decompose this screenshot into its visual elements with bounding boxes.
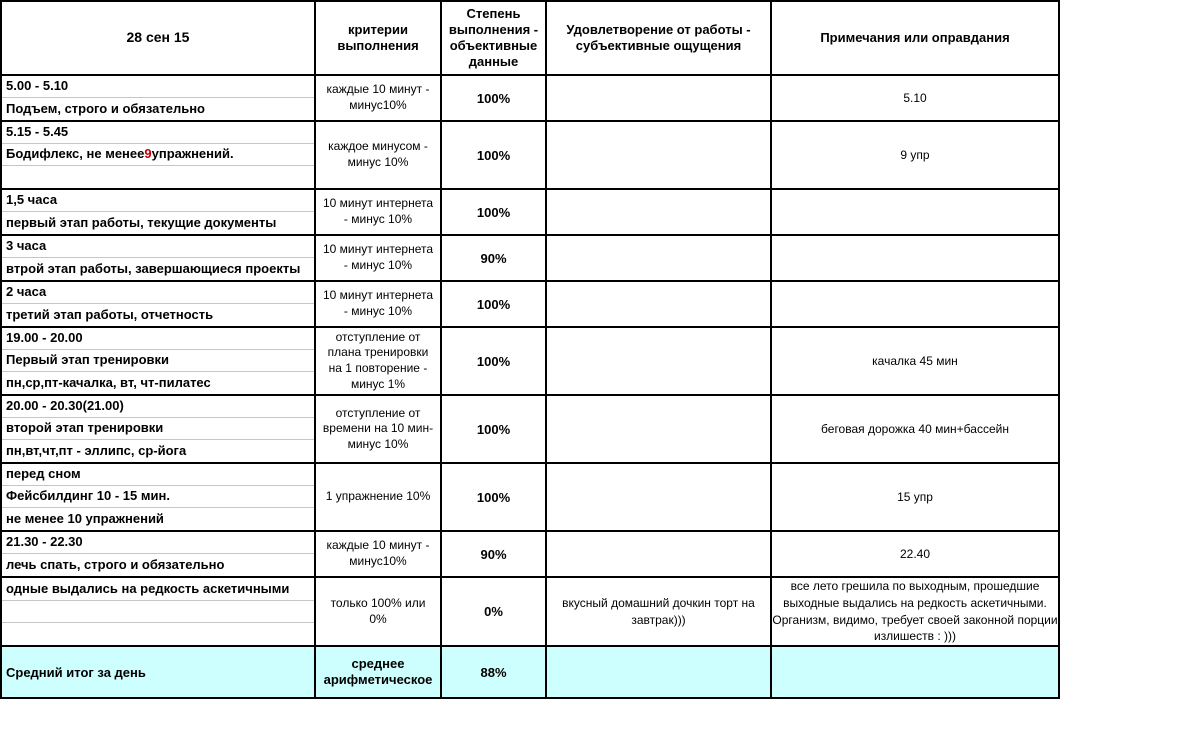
task-cell <box>1 281 315 327</box>
task-line: 5.15 - 5.45 <box>2 122 314 144</box>
table-body <box>1 75 1059 646</box>
note-cell: качалка 45 мин <box>771 327 1059 395</box>
criteria-line: - минус 10% <box>343 212 413 226</box>
header-degree-line2: выполнения - <box>448 21 539 37</box>
task-cell <box>1 395 315 463</box>
table-row <box>1 463 1059 531</box>
total-criteria-line1: среднее <box>351 655 405 671</box>
table-row <box>1 281 1059 327</box>
task-line: втрой этап работы, завершающиеся проекты <box>6 260 301 276</box>
task-line: второй этап тренировки <box>2 418 314 440</box>
subjective-cell <box>546 189 771 235</box>
header-degree-line1: Степень <box>466 5 521 21</box>
subjective-cell <box>546 463 771 531</box>
criteria-line: 0% <box>369 611 387 626</box>
header-degree-line4: данные <box>468 54 519 70</box>
note-cell: 22.40 <box>771 531 1059 577</box>
criteria-cell <box>315 327 441 395</box>
header-subjective <box>546 1 771 75</box>
header-subjective-line2: субъективные ощущения <box>575 38 742 53</box>
table-row <box>1 235 1059 281</box>
task-cell <box>1 189 315 235</box>
criteria-cell <box>315 189 441 235</box>
criteria-line: времени на 10 мин- <box>322 421 434 436</box>
criteria-cell <box>315 235 441 281</box>
criteria-line: отступление от <box>335 329 421 344</box>
criteria-line: отступление от <box>335 405 421 420</box>
header-notes <box>771 1 1059 75</box>
table-row <box>1 531 1059 577</box>
header-row <box>1 1 1059 75</box>
criteria-line: только 100% или <box>330 596 426 610</box>
degree-value: 100% <box>441 281 546 327</box>
degree-value: 100% <box>441 121 546 189</box>
note-cell: все лето грешила по выходным, прошедшие выходные выдались на редкость аскетичными. Организм, видимо, требует своей законной порции излишеств : ))) <box>771 577 1059 646</box>
table-row <box>1 577 1059 646</box>
total-row <box>1 646 1059 698</box>
criteria-line: на 1 повторение - <box>328 361 428 375</box>
subjective-cell: вкусный домашний дочкин торт на завтрак))) <box>546 577 771 646</box>
note-cell: 5.10 <box>771 75 1059 121</box>
criteria-line: 10 минут интернета <box>322 242 434 257</box>
total-label: Средний итог за день <box>1 646 315 698</box>
task-line: Первый этап тренировки <box>2 350 314 372</box>
subjective-cell <box>546 327 771 395</box>
total-subjective <box>546 646 771 698</box>
task-line: 21.30 - 22.30 <box>2 532 314 554</box>
task-line: 19.00 - 20.00 <box>2 328 314 350</box>
criteria-line: минус 1% <box>350 376 406 391</box>
task-line: 5.00 - 5.10 <box>2 76 314 98</box>
task-line <box>2 144 314 166</box>
degree-value: 90% <box>441 235 546 281</box>
degree-value: 100% <box>441 189 546 235</box>
note-cell <box>771 281 1059 327</box>
task-line: 20.00 - 20.30(21.00) <box>2 396 314 418</box>
total-degree-value: 88% <box>441 646 546 698</box>
task-line: третий этап работы, отчетность <box>6 306 214 322</box>
criteria-line: 10 минут интернета <box>322 196 434 211</box>
task-line-highlight: 9 <box>144 146 152 162</box>
task-cell <box>1 327 315 395</box>
criteria-line: минус 10% <box>347 155 409 169</box>
header-degree <box>441 1 546 75</box>
task-line: 3 часа <box>2 236 314 258</box>
criteria-line: 1 упражнение 10% <box>325 489 431 504</box>
table-row <box>1 75 1059 121</box>
note-cell: 15 упр <box>771 463 1059 531</box>
header-criteria-line2: выполнения <box>337 38 419 53</box>
header-criteria-line1: критерии <box>348 21 408 37</box>
criteria-line: - минус 10% <box>343 304 413 318</box>
table-footer <box>1 646 1059 698</box>
subjective-cell <box>546 281 771 327</box>
task-line: 1,5 часа <box>2 190 314 212</box>
criteria-cell <box>315 531 441 577</box>
task-line: пн,ср,пт-качалка, вт, чт-пилатес <box>6 374 211 390</box>
table-row <box>1 327 1059 395</box>
criteria-cell <box>315 395 441 463</box>
task-line: перед сном <box>2 464 314 486</box>
task-line: первый этап работы, текущие документы <box>6 214 277 230</box>
criteria-line: каждое минусом - <box>328 139 428 154</box>
criteria-line: минус10% <box>349 98 407 112</box>
criteria-cell <box>315 281 441 327</box>
subjective-cell <box>546 75 771 121</box>
degree-value: 100% <box>441 327 546 395</box>
header-notes-label: Примечания или оправдания <box>820 29 1010 45</box>
subjective-cell <box>546 235 771 281</box>
criteria-line: - минус 10% <box>343 258 413 272</box>
task-line: лечь спать, строго и обязательно <box>6 556 225 572</box>
degree-value: 100% <box>441 463 546 531</box>
table-row <box>1 189 1059 235</box>
criteria-line: 10 минут интернета <box>322 288 434 303</box>
header-degree-line3: объективные <box>449 38 538 53</box>
criteria-line: плана тренировки <box>327 345 429 360</box>
note-cell <box>771 235 1059 281</box>
criteria-cell <box>315 121 441 189</box>
task-line: 2 часа <box>2 282 314 304</box>
task-line-prefix: Бодифлекс, не менее <box>6 146 145 162</box>
task-line: пн,вт,чт,пт - эллипс, ср-йога <box>6 442 187 458</box>
total-criteria-line2: арифметическое <box>323 672 433 688</box>
header-subjective-line1: Удовлетворение от работы - <box>566 21 751 37</box>
task-cell <box>1 577 315 646</box>
criteria-cell <box>315 577 441 646</box>
degree-value: 100% <box>441 75 546 121</box>
header-date <box>1 1 315 75</box>
subjective-cell <box>546 121 771 189</box>
header-date-label: 28 сен 15 <box>126 29 190 46</box>
task-line: Подъем, строго и обязательно <box>6 100 205 116</box>
criteria-line: минус 10% <box>347 436 409 451</box>
total-criteria <box>315 646 441 698</box>
table-header <box>1 1 1059 75</box>
task-line-suffix: упражнений. <box>151 146 234 162</box>
criteria-line: каждые 10 минут - <box>326 82 430 97</box>
degree-value: 100% <box>441 395 546 463</box>
criteria-cell <box>315 75 441 121</box>
task-line: одные выдались на редкость аскетичными <box>2 579 314 601</box>
header-criteria <box>315 1 441 75</box>
task-line <box>2 601 314 623</box>
criteria-line: каждые 10 минут - <box>326 538 430 553</box>
degree-value: 90% <box>441 531 546 577</box>
task-line: не менее 10 упражнений <box>6 510 164 526</box>
criteria-line: минус10% <box>349 554 407 568</box>
table-row <box>1 121 1059 189</box>
task-cell <box>1 121 315 189</box>
task-line: Фейсбилдинг 10 - 15 мин. <box>2 486 314 508</box>
task-cell <box>1 235 315 281</box>
degree-value: 0% <box>441 577 546 646</box>
note-cell <box>771 189 1059 235</box>
task-line <box>2 166 314 188</box>
task-line <box>2 623 314 645</box>
subjective-cell <box>546 395 771 463</box>
criteria-cell <box>315 463 441 531</box>
task-cell <box>1 75 315 121</box>
subjective-cell <box>546 531 771 577</box>
table-row <box>1 395 1059 463</box>
note-cell: беговая дорожка 40 мин+бассейн <box>771 395 1059 463</box>
note-cell: 9 упр <box>771 121 1059 189</box>
total-note <box>771 646 1059 698</box>
task-cell <box>1 531 315 577</box>
task-cell <box>1 463 315 531</box>
